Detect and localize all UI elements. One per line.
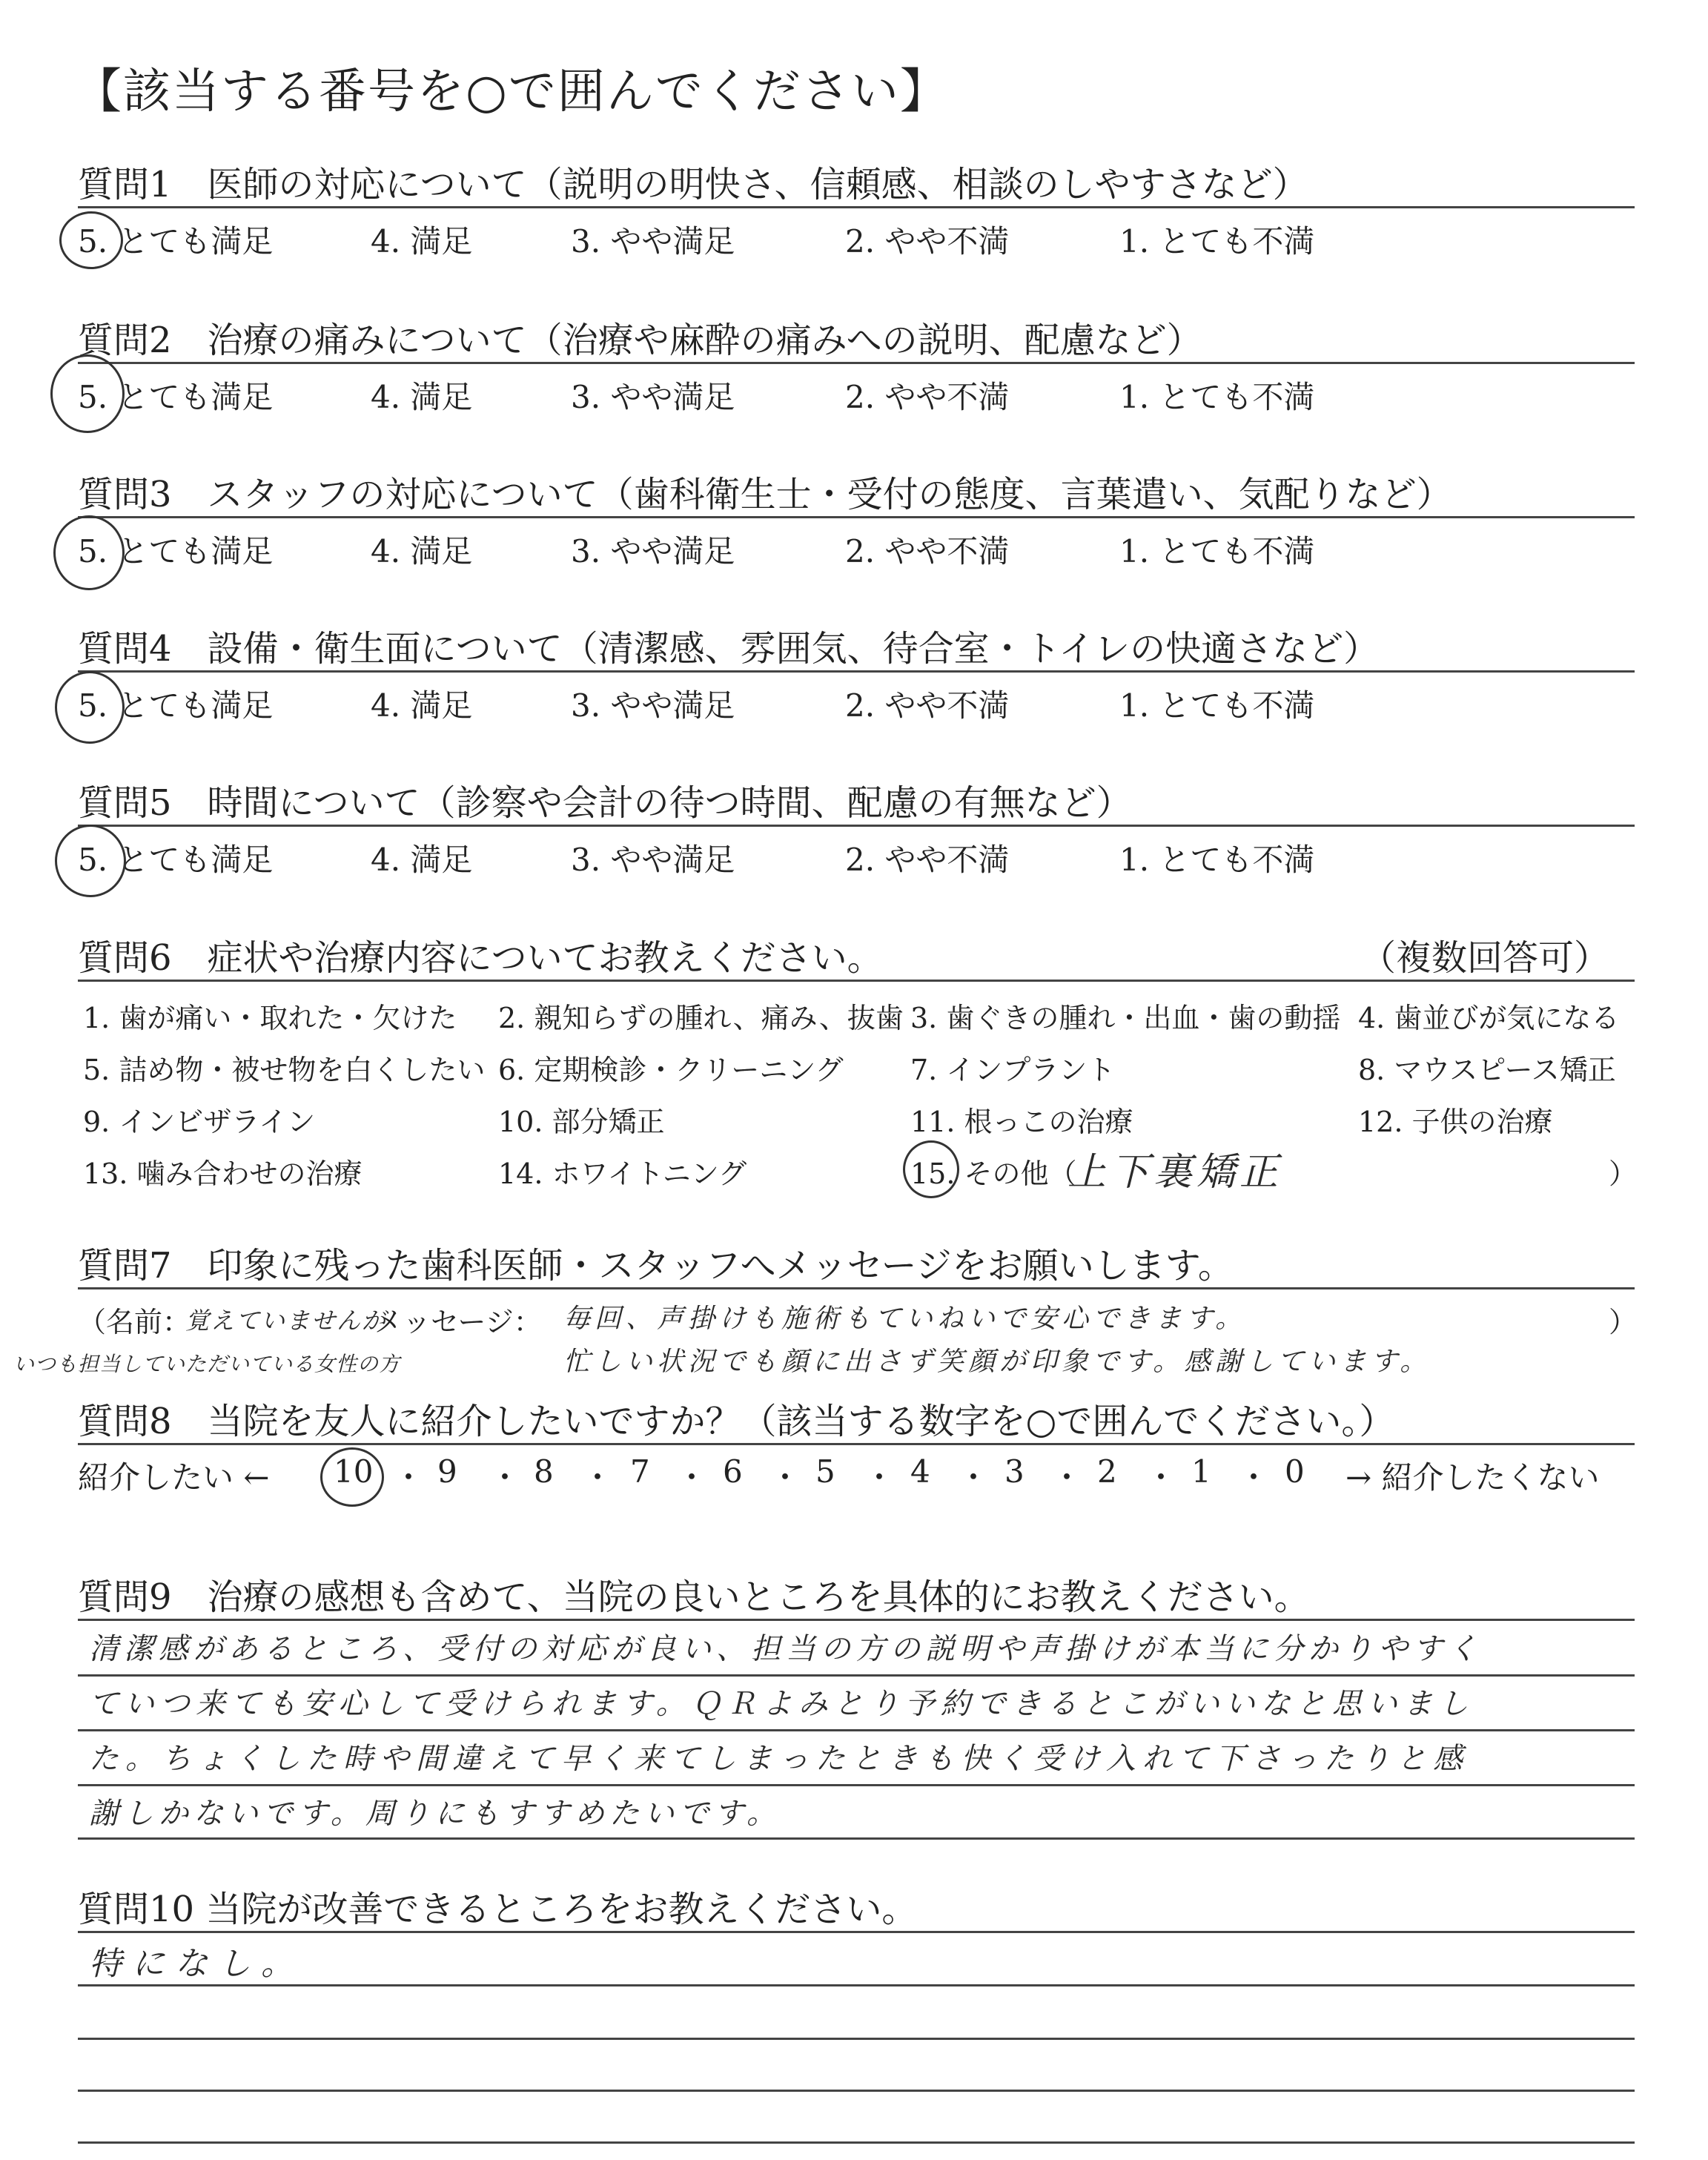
q8-separator: ・ <box>864 1459 896 1496</box>
q1-option-3[interactable]: 3. やや満足 <box>571 223 735 260</box>
q6-item-7[interactable]: 7. インプラント <box>910 1054 1116 1086</box>
q8-scale-4[interactable]: 4 <box>910 1453 930 1490</box>
q8-separator: ・ <box>1051 1459 1083 1496</box>
q10-answer-rule <box>78 1984 1635 1986</box>
q1-rule <box>78 206 1635 208</box>
q9-answer-rule <box>78 1784 1635 1786</box>
q3-option-4[interactable]: 4. 満足 <box>371 533 473 569</box>
q6-item-1[interactable]: 1. 歯が痛い・取れた・欠けた <box>83 1002 457 1034</box>
q5-option-5[interactable]: 5. とても満足 <box>78 842 274 878</box>
q6-item-13[interactable]: 13. 噛み合わせの治療 <box>83 1157 363 1190</box>
q6-item-2[interactable]: 2. 親知らずの腫れ、痛み、抜歯 <box>498 1002 904 1034</box>
q8-scale-6[interactable]: 6 <box>723 1453 743 1490</box>
q6-item-11[interactable]: 11. 根っこの治療 <box>910 1106 1133 1138</box>
q1-option-4[interactable]: 4. 満足 <box>371 223 473 260</box>
q4-option-3[interactable]: 3. やや満足 <box>571 687 735 724</box>
q7-title: 質問7 印象に残った歯科医師・スタッフへメッセージをお願いします。 <box>78 1245 1234 1287</box>
q2-option-5[interactable]: 5. とても満足 <box>78 379 274 415</box>
q5-rule <box>78 825 1635 827</box>
q9-answer-line-3: た。ちょくした時や間違えて早く来てしまったときも快く受け入れて下さったりと感 <box>89 1742 1469 1776</box>
q7-name-label: （名前： <box>78 1306 191 1338</box>
q6-item-5[interactable]: 5. 詰め物・被せ物を白くしたい <box>83 1054 486 1086</box>
q2-option-3[interactable]: 3. やや満足 <box>571 379 735 415</box>
q9-answer-rule <box>78 1674 1635 1677</box>
q8-separator: ・ <box>676 1459 708 1496</box>
q2-title: 質問2 治療の痛みについて（治療や麻酔の痛みへの説明、配慮など） <box>78 320 1202 361</box>
q7-name-handwritten: 覚えていませんが <box>185 1307 388 1335</box>
q5-option-2[interactable]: 2. やや不満 <box>845 842 1010 878</box>
q6-rule <box>78 980 1635 982</box>
q3-option-3[interactable]: 3. やや満足 <box>571 533 735 569</box>
q9-answer-rule <box>78 1837 1635 1840</box>
q3-option-1[interactable]: 1. とても不満 <box>1119 533 1315 569</box>
q4-option-2[interactable]: 2. やや不満 <box>845 687 1010 724</box>
q8-scale-8[interactable]: 8 <box>534 1453 554 1490</box>
q9-answer-line-4: 謝しかないです。周りにもすすめたいです。 <box>89 1797 781 1831</box>
q10-answer-line-1: 特になし。 <box>89 1945 304 1983</box>
q6-item-10[interactable]: 10. 部分矯正 <box>498 1106 665 1138</box>
q5-selection-circle <box>55 825 126 897</box>
q8-scale-10[interactable]: 10 <box>334 1453 374 1490</box>
q6-item-6[interactable]: 6. 定期検診・クリーニング <box>498 1054 844 1086</box>
q6-item-15[interactable]: 15. その他（ <box>910 1157 1077 1190</box>
q7-name-note-handwritten: いつも担当していただいている女性の方 <box>13 1352 401 1376</box>
q6-note: （複数回答可） <box>1360 937 1610 979</box>
form-title: 【該当する番号を○で囲んでください】 <box>74 65 949 119</box>
q4-selection-circle <box>55 671 125 744</box>
q8-separator: ・ <box>958 1459 990 1496</box>
q8-right-label: → 紹介したくない <box>1345 1459 1600 1496</box>
q6-item-12[interactable]: 12. 子供の治療 <box>1358 1106 1553 1138</box>
q4-option-5[interactable]: 5. とても満足 <box>78 687 274 724</box>
q7-close: ） <box>1609 1306 1638 1338</box>
q8-left-label: 紹介したい ← <box>78 1459 270 1496</box>
q10-title: 質問10 当院が改善できるところをお教えください。 <box>78 1889 918 1930</box>
q8-scale-2[interactable]: 2 <box>1097 1453 1117 1490</box>
q9-answer-line-1: 清潔感があるところ、受付の対応が良い、担当の方の説明や声掛けが本当に分かりやすく <box>89 1632 1483 1666</box>
q1-option-5[interactable]: 5. とても満足 <box>78 223 274 260</box>
q8-separator: ・ <box>769 1459 801 1496</box>
q10-rule <box>78 1931 1635 1933</box>
q1-option-2[interactable]: 2. やや不満 <box>845 223 1010 260</box>
q5-title: 質問5 時間について（診察や会計の待つ時間、配慮の有無など） <box>78 782 1132 824</box>
q1-title: 質問1 医師の対応について（説明の明快さ、信頼感、相談のしやすさなど） <box>78 164 1308 205</box>
q8-rule <box>78 1443 1635 1445</box>
q4-title: 質問4 設備・衛生面について（清潔感、雰囲気、待合室・トイレの快適さなど） <box>78 628 1380 670</box>
q6-other-handwritten: 上下裏矯正 <box>1068 1150 1283 1195</box>
q8-scale-3[interactable]: 3 <box>1004 1453 1025 1490</box>
q6-item-8[interactable]: 8. マウスピース矯正 <box>1358 1054 1616 1086</box>
q1-selection-circle <box>59 211 123 269</box>
q2-option-1[interactable]: 1. とても不満 <box>1119 379 1315 415</box>
q2-selection-circle <box>50 354 125 433</box>
q6-title: 質問6 症状や治療内容についてお教えください。 <box>78 937 883 979</box>
q2-rule <box>78 362 1635 364</box>
q1-option-1[interactable]: 1. とても不満 <box>1119 223 1315 260</box>
q8-separator: ・ <box>1145 1459 1177 1496</box>
q2-option-2[interactable]: 2. やや不満 <box>845 379 1010 415</box>
q6-selection-circle <box>903 1140 959 1198</box>
q6-item-14[interactable]: 14. ホワイトニング <box>498 1157 747 1190</box>
q6-item-9[interactable]: 9. インビザライン <box>83 1106 316 1138</box>
q8-scale-5[interactable]: 5 <box>815 1453 835 1490</box>
q10-answer-rule <box>78 2090 1635 2092</box>
q8-separator: ・ <box>582 1459 614 1496</box>
q3-title: 質問3 スタッフの対応について（歯科衛生士・受付の態度、言葉遣い、気配りなど） <box>78 474 1452 515</box>
q7-message-line-2: 忙しい状況でも顔に出さず笑顔が印象です。感謝しています。 <box>563 1347 1431 1377</box>
q3-selection-circle <box>53 515 125 590</box>
q7-message-line-1: 毎回、声掛けも施術もていねいで安心できます。 <box>563 1304 1247 1334</box>
q4-rule <box>78 670 1635 673</box>
q5-option-1[interactable]: 1. とても不満 <box>1119 842 1315 878</box>
q9-answer-line-2: ていつ来ても安心して受けられます。ＱＲよみとり予約できるとこがいいなと思いまし <box>89 1687 1474 1721</box>
q9-title: 質問9 治療の感想も含めて、当院の良いところを具体的にお教えください。 <box>78 1576 1310 1618</box>
q5-option-3[interactable]: 3. やや満足 <box>571 842 735 878</box>
q8-scale-9[interactable]: 9 <box>437 1453 457 1490</box>
q8-scale-0[interactable]: 0 <box>1285 1453 1305 1490</box>
q8-separator: ・ <box>393 1459 425 1496</box>
q8-scale-1[interactable]: 1 <box>1191 1453 1211 1490</box>
q7-message-label: メッセージ： <box>374 1306 542 1338</box>
q3-option-2[interactable]: 2. やや不満 <box>845 533 1010 569</box>
q3-option-5[interactable]: 5. とても満足 <box>78 533 274 569</box>
q10-answer-rule <box>78 2038 1635 2040</box>
q8-selection-circle <box>320 1447 384 1507</box>
q6-other-close: ） <box>1609 1157 1638 1190</box>
q8-separator: ・ <box>1238 1459 1270 1496</box>
q8-scale-7[interactable]: 7 <box>630 1453 650 1490</box>
q6-item-4[interactable]: 4. 歯並びが気になる <box>1358 1002 1620 1034</box>
q7-rule <box>78 1287 1635 1289</box>
q9-rule <box>78 1619 1635 1621</box>
q9-answer-rule <box>78 1729 1635 1731</box>
q4-option-1[interactable]: 1. とても不満 <box>1119 687 1315 724</box>
q3-rule <box>78 516 1635 518</box>
q8-title: 質問8 当院を友人に紹介したいですか？（該当する数字を○で囲んでください。） <box>78 1401 1395 1442</box>
q5-option-4[interactable]: 4. 満足 <box>371 842 473 878</box>
q10-answer-rule <box>78 2141 1635 2144</box>
q4-option-4[interactable]: 4. 満足 <box>371 687 473 724</box>
q8-separator: ・ <box>489 1459 521 1496</box>
q2-option-4[interactable]: 4. 満足 <box>371 379 473 415</box>
q6-item-3[interactable]: 3. 歯ぐきの腫れ・出血・歯の動揺 <box>910 1002 1341 1034</box>
